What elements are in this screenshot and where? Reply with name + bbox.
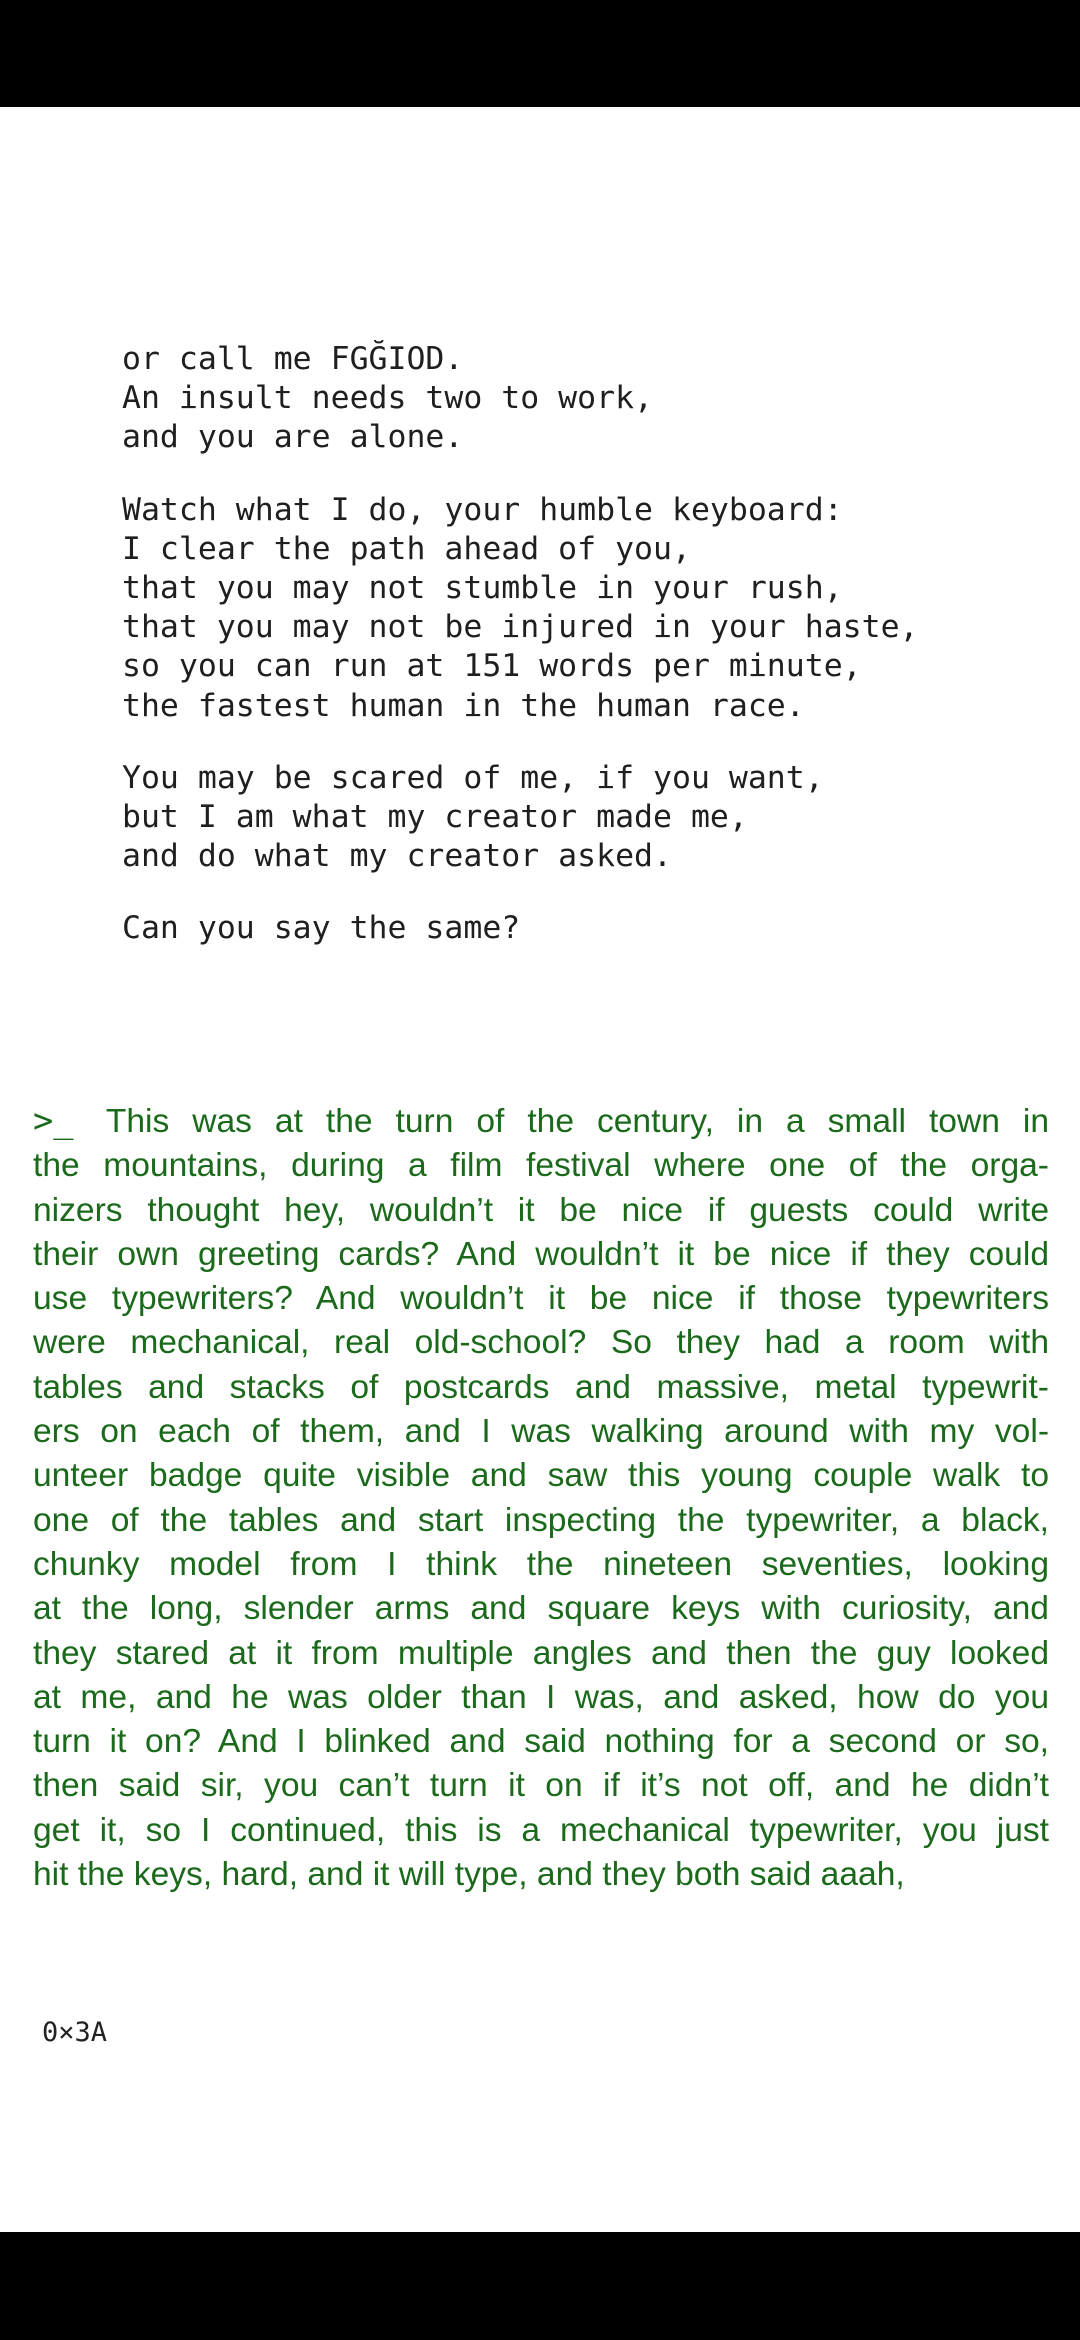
prose-line: nizers thought hey, wouldn’t it be nice if guests could write: [33, 1191, 1049, 1229]
prose-line: unteer badge quite visible and saw this young couple walk to: [33, 1457, 1049, 1495]
prose-line: tables and stacks of postcards and massive, metal typewrit-: [33, 1368, 1049, 1406]
prose-line: one of the tables and start inspecting the typewriter, a black,: [33, 1501, 1049, 1539]
poem-line: and you are alone.: [122, 419, 464, 456]
poem-line: and do what my creator asked.: [122, 838, 672, 875]
prose-line: [33, 1099, 1049, 1144]
poem-line: Watch what I do, your humble keyboard:: [122, 491, 843, 528]
prose-line: then said sir, you can’t turn it on if it’s not off, and he didn’t: [33, 1767, 1049, 1805]
poem-line: that you may not be injured in your haste,: [122, 609, 919, 646]
prose-line: their own greeting cards? And wouldn’t it be nice if they could: [33, 1235, 1049, 1273]
prose-line: were mechanical, real old-school? So they had a room with: [33, 1324, 1049, 1362]
reader-page: [0, 107, 1080, 2232]
prose-paragraph: [33, 1099, 1049, 1897]
prose-line: they stared at it from multiple angles and then the guy looked: [33, 1634, 1049, 1672]
poem: [122, 340, 1022, 982]
prose-line: use typewriters? And wouldn’t it be nice if those typewriters: [33, 1280, 1049, 1318]
prose-line: hit the keys, hard, and it will type, and they both said aaah,: [33, 1856, 905, 1894]
poem-line: An insult needs two to work,: [122, 380, 654, 417]
poem-line: the fastest human in the human race.: [122, 687, 805, 724]
prose-line: at me, and he was older than I was, and asked, how do you: [33, 1678, 1049, 1716]
status-bar: [0, 0, 1080, 107]
poem-line: You may be scared of me, if you want,: [122, 759, 824, 796]
prose-line: get it, so I continued, this is a mechanical typewriter, you just: [33, 1811, 1049, 1849]
prose-line: chunky model from I think the nineteen seventies, looking: [33, 1545, 1049, 1583]
prose-line: ers on each of them, and I was walking around with my vol-: [33, 1413, 1049, 1451]
poem-line: I clear the path ahead of you,: [122, 530, 691, 567]
poem-line: that you may not stumble in your rush,: [122, 570, 843, 607]
navigation-bar: [0, 2232, 1080, 2340]
prose-line-text: This was at the turn of the century, in a small town in: [105, 1103, 1049, 1140]
poem-line: but I am what my creator made me,: [122, 799, 748, 836]
poem-stanza: [122, 759, 1022, 877]
prose-line: the mountains, during a film festival where one of the orga-: [33, 1147, 1049, 1185]
prose-line: at the long, slender arms and square keys with curiosity, and: [33, 1590, 1049, 1628]
prose-line: turn it on? And I blinked and said nothing for a second or so,: [33, 1723, 1049, 1761]
poem-stanza: [122, 491, 1022, 726]
page-number: 0×3A: [42, 2017, 108, 2048]
poem-line: Can you say the same?: [122, 910, 521, 947]
poem-stanza: [122, 340, 1022, 458]
poem-stanza: [122, 909, 1022, 948]
prompt-icon: >_: [33, 1101, 74, 1140]
poem-line: so you can run at 151 words per minute,: [122, 648, 862, 685]
poem-line: or call me FGĞIOD.: [122, 341, 464, 377]
